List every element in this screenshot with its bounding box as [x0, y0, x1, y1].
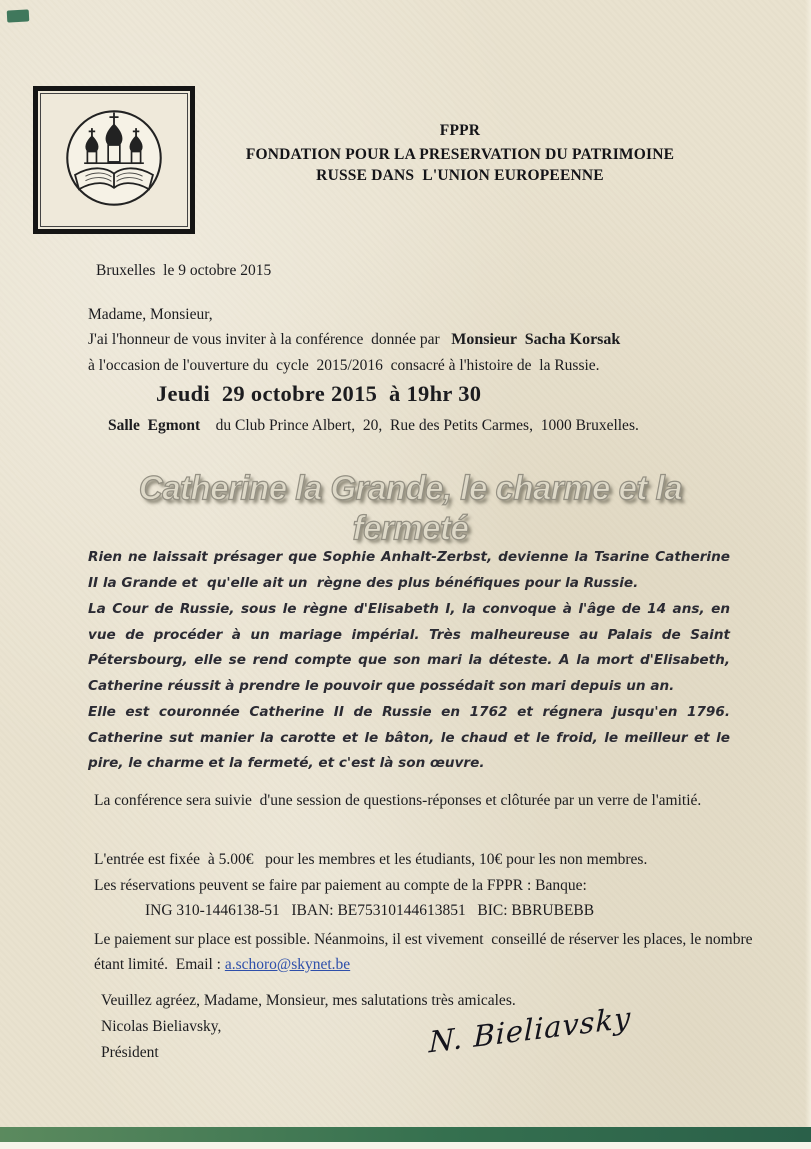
org-name-line2: RUSSE DANS L'UNION EUROPEENNE: [316, 167, 604, 184]
abstract-paragraph-2: La Cour de Russie, sous le règne d'Elisabeth I, la convoque à l'âge de 14 ans, en vue de procéder à un mariage impérial. Très malheureuse au Palais de Saint Pétersbourg, elle se rend compte que son mari la déteste. A la mort d'Elisabeth, Catherine réussit à prendre le pouvoir que possédait son mari depuis un an.: [88, 601, 735, 694]
org-acronym: FPPR: [439, 122, 481, 139]
price-line: L'entrée est fixée à 5.00€ pour les membres et les étudiants, 10€ pour les non membres.: [94, 851, 648, 868]
handwritten-signature: N. Bieliavsky: [428, 1000, 632, 1060]
bank-details: ING 310-1446138-51 IBAN: BE75310144613851 BIC: BBRUBEBB: [145, 902, 595, 919]
abstract-paragraph-3: Elle est couronnée Catherine II de Russie en 1762 et régnera jusqu'en 1796. Catherine sut manier la carotte et le bâton, le chaud et le froid, le meilleur et le pire, le charme et la fermeté, et c'est là son œuvre.: [88, 704, 735, 771]
venue-line: [108, 417, 788, 435]
scan-artifact-bottom-strip: [0, 1127, 811, 1142]
org-name-line1: FONDATION POUR LA PRESERVATION DU PATRIMOINE: [245, 146, 675, 163]
event-datetime: Jeudi 29 octobre 2015 à 19hr 30: [156, 381, 482, 406]
invitation-line-2: à l'occasion de l'ouverture du cycle 2015/2016 consacré à l'histoire de la Russie.: [88, 357, 600, 374]
talk-abstract: [88, 545, 735, 778]
invitation-text: J'ai l'honneur de vous inviter à la conférence donnée par: [88, 331, 452, 348]
reservation-line: Les réservations peuvent se faire par paiement au compte de la FPPR : Banque:: [94, 877, 587, 894]
scan-edge-right: [805, 0, 811, 1149]
salutation: Madame, Monsieur,: [88, 306, 213, 323]
scan-edge-bottom: [0, 1142, 811, 1149]
closing-paragraph: La conférence sera suivie d'une session de questions-réponses et clôturée par un verre de l'amitié.: [94, 792, 702, 809]
signer-title: Président: [101, 1044, 159, 1061]
talk-title: Catherine la Grande, le charme et la fermeté: [138, 468, 691, 547]
invitation-line-1: [88, 331, 768, 349]
scan-artifact-top-left: [7, 9, 30, 22]
signer-name: Nicolas Bieliavsky,: [101, 1018, 222, 1035]
speaker-name: Monsieur Sacha Korsak: [451, 331, 621, 348]
valediction: Veuillez agréez, Madame, Monsieur, mes salutations très amicales.: [101, 992, 516, 1009]
dateline: Bruxelles le 9 octobre 2015: [96, 262, 272, 279]
email-link[interactable]: a.schoro@skynet.be: [224, 956, 351, 973]
payment-line: [94, 927, 757, 977]
venue-address: du Club Prince Albert, 20, Rue des Petits Carmes, 1000 Bruxelles.: [200, 417, 639, 434]
abstract-paragraph-1: Rien ne laissait présager que Sophie Anhalt-Zerbst, devienne la Tsarine Catherine II la Grande et qu'elle ait un règne des plus bénéfiques pour la Russie.: [88, 549, 735, 591]
org-header: [150, 122, 770, 186]
payment-text: Le paiement sur place est possible. Néanmoins, il est vivement conseillé de réserver les places, le nombre étant limité. Email :: [94, 931, 757, 973]
venue-room: Salle Egmont: [108, 417, 201, 434]
